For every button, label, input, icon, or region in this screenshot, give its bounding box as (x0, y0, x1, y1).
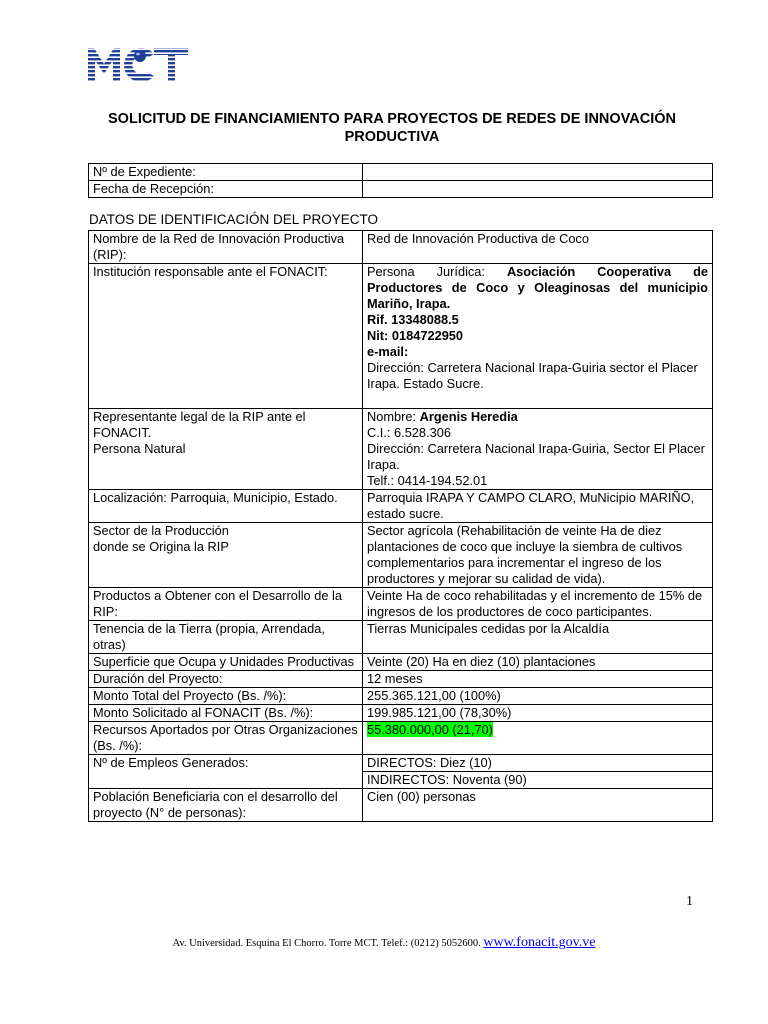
representante-label-2: Persona Natural (93, 441, 186, 456)
nombre-prefix: Nombre: (367, 409, 420, 424)
table-row (89, 621, 713, 654)
document-title (80, 110, 704, 146)
monto-solicitado-label: Monto Solicitado al FONACIT (Bs. /%): (89, 705, 363, 722)
nombre-name: Argenis Heredia (419, 409, 518, 424)
representante-nombre (367, 409, 708, 425)
title-line-2: PRODUCTIVA (344, 129, 440, 145)
recursos-highlighted-value: 55.380.000,00 (21,70) (367, 722, 493, 737)
fecha-recepcion-value (363, 181, 713, 198)
project-data-table (88, 230, 713, 822)
sector-label-2: donde se Origina la RIP (93, 539, 229, 554)
table-row (89, 789, 713, 822)
recursos-value (363, 722, 713, 755)
fecha-recepcion-label: Fecha de Recepción: (89, 181, 363, 198)
duracion-label: Duración del Proyecto: (89, 671, 363, 688)
table-row (89, 688, 713, 705)
footer-address: Av. Universidad. Esquina El Chorro. Torre MCT. Telef.: (0212) 5052600. (172, 938, 481, 949)
table-row (89, 231, 713, 264)
tenencia-value: Tierras Municipales cedidas por la Alcaldía (363, 621, 713, 654)
sector-label (89, 523, 363, 588)
table-row (89, 264, 713, 409)
sector-label-1: Sector de la Producción (93, 523, 229, 538)
pj-prefix: Persona Jurídica: (367, 264, 507, 279)
monto-total-label: Monto Total del Proyecto (Bs. /%): (89, 688, 363, 705)
persona-juridica (367, 264, 708, 312)
expediente-value (363, 164, 713, 181)
institucion-value (363, 264, 713, 409)
representante-label-1: Representante legal de la RIP ante el FONACIT. (93, 409, 306, 440)
productos-value: Veinte Ha de coco rehabilitadas y el incremento de 15% de ingresos de los productores de coco participantes. (363, 588, 713, 621)
table-row (89, 409, 713, 490)
localizacion-label: Localización: Parroquia, Municipio, Estado. (89, 490, 363, 523)
nit: Nit: 0184722950 (367, 328, 464, 343)
table-row (89, 490, 713, 523)
institucion-label: Institución responsable ante el FONACIT: (89, 264, 363, 409)
monto-total-value: 255.365.121,00 (100%) (363, 688, 713, 705)
table-row (89, 755, 713, 772)
representante-direccion: Dirección: Carretera Nacional Irapa-Guiria, Sector El Placer Irapa. (367, 441, 705, 472)
pj-name: Asociación Cooperativa de Productores de Coco y Oleaginosas del municipio Mariño, Irapa. (367, 264, 708, 311)
empleos-indirectos: INDIRECTOS: Noventa (90) (363, 772, 713, 789)
mct-logo (88, 46, 188, 89)
representante-label (89, 409, 363, 490)
institucion-direccion: Dirección: Carretera Nacional Irapa-Guiria sector el Placer Irapa. Estado Sucre. (367, 360, 698, 391)
footer (0, 935, 768, 951)
tenencia-label: Tenencia de la Tierra (propia, Arrendada, otras) (89, 621, 363, 654)
representante-ci: C.I.: 6.528.306 (367, 425, 451, 440)
rif: Rif. 13348088.5 (367, 312, 459, 327)
expediente-table (88, 163, 713, 198)
empleos-directos: DIRECTOS: Diez (10) (363, 755, 713, 772)
localizacion-value: Parroquia IRAPA Y CAMPO CLARO, MuNicipio MARIÑO, estado sucre. (363, 490, 713, 523)
monto-solicitado-value: 199.985.121,00 (78,30%) (363, 705, 713, 722)
section-title: DATOS DE IDENTIFICACIÓN DEL PROYECTO (89, 212, 379, 227)
footer-url-link[interactable]: www.fonacit.gov.ve (483, 935, 596, 950)
table-row (89, 164, 713, 181)
table-row (89, 181, 713, 198)
representante-value (363, 409, 713, 490)
table-row (89, 705, 713, 722)
title-line-1: SOLICITUD DE FINANCIAMIENTO PARA PROYECTOS DE REDES DE INNOVACIÓN (108, 111, 676, 127)
representante-telf: Telf.: 0414-194.52.01 (367, 473, 488, 488)
recursos-label: Recursos Aportados por Otras Organizaciones (Bs. /%): (89, 722, 363, 755)
poblacion-value: Cien (00) personas (363, 789, 713, 822)
expediente-label: Nº de Expediente: (89, 164, 363, 181)
productos-label: Productos a Obtener con el Desarrollo de la RIP: (89, 588, 363, 621)
email: e-mail: (367, 344, 409, 359)
table-row (89, 722, 713, 755)
duracion-value: 12 meses (363, 671, 713, 688)
table-row (89, 654, 713, 671)
empleos-label: Nº de Empleos Generados: (89, 755, 363, 789)
superficie-value: Veinte (20) Ha en diez (10) plantaciones (363, 654, 713, 671)
table-row (89, 588, 713, 621)
superficie-label: Superficie que Ocupa y Unidades Productivas (89, 654, 363, 671)
nombre-value: Red de Innovación Productiva de Coco (363, 231, 713, 264)
page-number: 1 (686, 894, 693, 909)
table-row (89, 671, 713, 688)
nombre-label: Nombre de la Red de Innovación Productiva (RIP): (89, 231, 363, 264)
sector-value: Sector agrícola (Rehabilitación de veinte Ha de diez plantaciones de coco que incluye la siembra de cultivos complementarios para incrementar el ingreso de los productores y mejorar su calidad de vida). (363, 523, 713, 588)
poblacion-label: Población Beneficiaria con el desarrollo del proyecto (N° de personas): (89, 789, 363, 822)
table-row (89, 523, 713, 588)
